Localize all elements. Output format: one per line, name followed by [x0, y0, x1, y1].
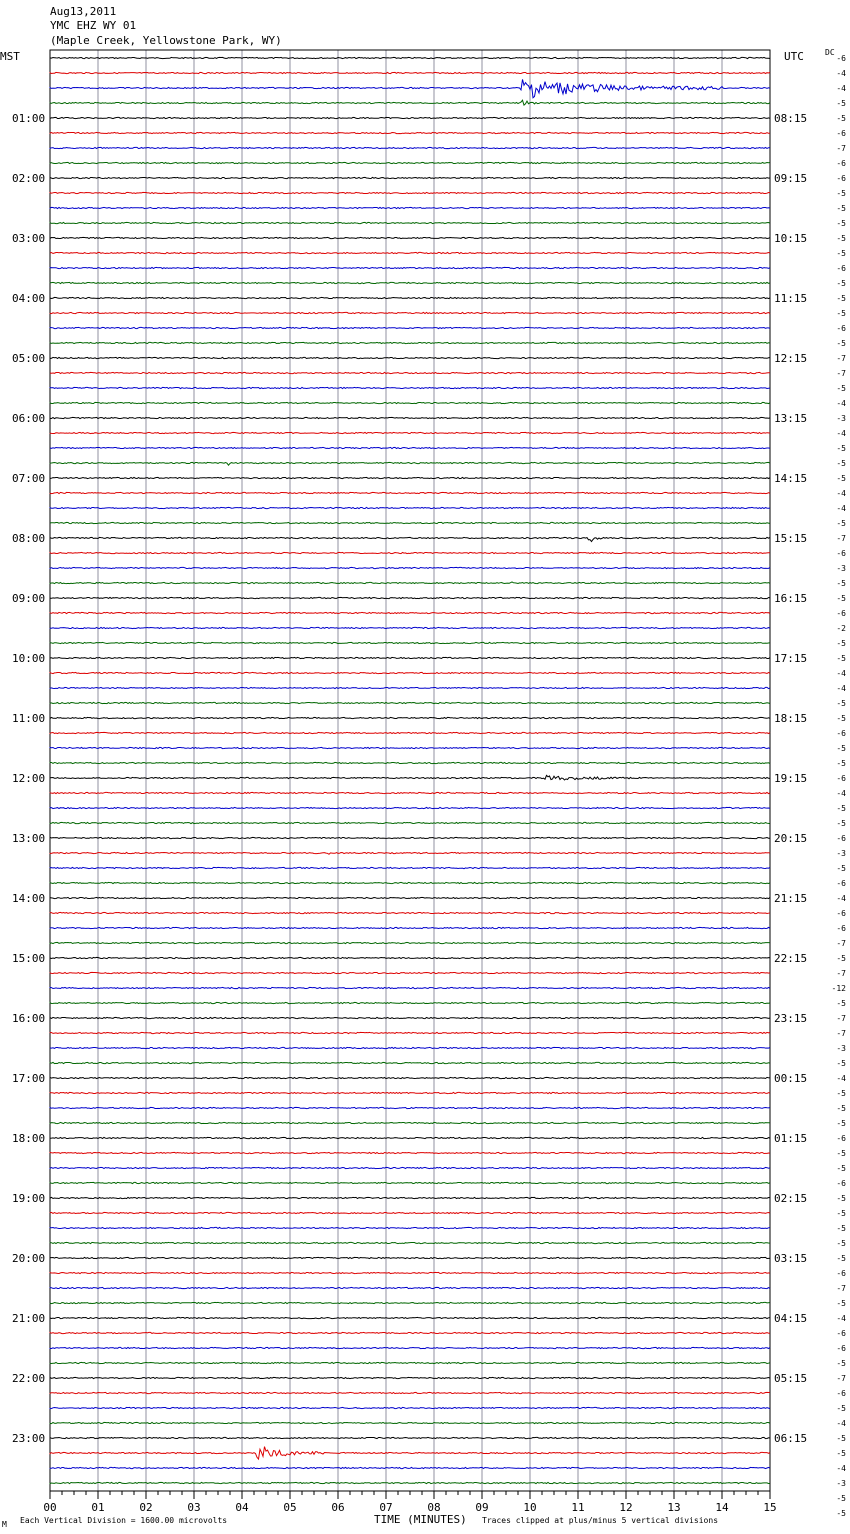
- mst-hour-label: 22:00: [12, 1372, 46, 1385]
- x-tick-label: 13: [667, 1501, 681, 1514]
- mst-hour-label: 03:00: [12, 232, 46, 245]
- trace-line: [50, 1287, 770, 1288]
- trace-line: [50, 1032, 770, 1033]
- dc-offset-label: -4: [836, 489, 846, 498]
- trace-line: [50, 822, 770, 823]
- left-timezone-label: MST: [0, 50, 20, 63]
- utc-hour-label: 19:15: [774, 772, 808, 785]
- dc-offset-label: -5: [836, 294, 846, 303]
- x-tick-label: 04: [235, 1501, 249, 1514]
- x-tick-label: 15: [763, 1501, 777, 1514]
- trace-line: [50, 282, 770, 283]
- dc-offset-label: -5: [836, 1209, 846, 1218]
- trace-line: [50, 222, 770, 223]
- dc-offset-label: -4: [836, 1314, 846, 1323]
- utc-hour-label: 04:15: [774, 1312, 808, 1325]
- trace-line: [50, 1422, 770, 1423]
- utc-hour-label: 17:15: [774, 652, 808, 665]
- dc-offset-label: -3: [836, 1044, 846, 1053]
- trace-line: [50, 162, 770, 163]
- mst-hour-label: 19:00: [12, 1192, 46, 1205]
- trace-line: [50, 1212, 770, 1213]
- dc-offset-label: -5: [836, 639, 846, 648]
- mst-hour-labels: [12, 112, 45, 1445]
- mst-hour-label: 07:00: [12, 472, 46, 485]
- dc-offset-label: -6: [836, 909, 846, 918]
- trace-line: [50, 987, 770, 988]
- trace-line: [50, 762, 770, 763]
- trace-line: [50, 852, 770, 854]
- x-tick-label: 02: [139, 1501, 153, 1514]
- dc-offset-label: -6: [836, 54, 846, 63]
- mst-hour-label: 04:00: [12, 292, 46, 305]
- trace-line: [50, 462, 770, 465]
- trace-line: [50, 387, 770, 388]
- dc-offset-label: -2: [836, 624, 846, 633]
- trace-line: [50, 1347, 770, 1348]
- dc-offset-label: -5: [836, 1104, 846, 1113]
- trace-line: [50, 1257, 770, 1258]
- dc-offset-label: -5: [836, 189, 846, 198]
- trace-line: [50, 792, 770, 793]
- trace-line: [50, 807, 770, 808]
- dc-offset-label: -5: [836, 819, 846, 828]
- trace-line: [50, 342, 770, 343]
- dc-offset-label: -5: [836, 744, 846, 753]
- utc-hour-label: 06:15: [774, 1432, 808, 1445]
- trace-line: [50, 312, 770, 313]
- x-tick-label: 09: [475, 1501, 489, 1514]
- trace-line: [50, 942, 770, 943]
- dc-offset-label: -5: [836, 474, 846, 483]
- trace-line: [50, 657, 770, 658]
- dc-offset-label: -5: [836, 339, 846, 348]
- trace-line: [50, 972, 770, 973]
- dc-offset-label: -7: [836, 1029, 846, 1038]
- dc-offset-label: -5: [836, 114, 846, 123]
- dc-offset-label: -5: [836, 1449, 846, 1458]
- plot-frame: [50, 50, 770, 1491]
- trace-line: [50, 1302, 770, 1303]
- trace-line: [50, 1242, 770, 1243]
- trace-line: [50, 1392, 770, 1393]
- dc-offset-label: -4: [836, 1419, 846, 1428]
- dc-offset-label: -5: [836, 759, 846, 768]
- utc-hour-label: 10:15: [774, 232, 808, 245]
- dc-offset-label: -7: [836, 1014, 846, 1023]
- trace-line: [50, 1332, 770, 1333]
- dc-offset-label: -5: [836, 1164, 846, 1173]
- trace-line: [50, 267, 770, 268]
- x-tick-label: 11: [571, 1501, 585, 1514]
- utc-hour-label: 11:15: [774, 292, 808, 305]
- dc-offset-label: -5: [836, 1359, 846, 1368]
- dc-offset-label: -5: [836, 459, 846, 468]
- dc-offset-label: -6: [836, 609, 846, 618]
- mst-hour-label: 10:00: [12, 652, 46, 665]
- trace-line: [50, 1122, 770, 1123]
- dc-offset-label: -6: [836, 924, 846, 933]
- dc-offset-label: -6: [836, 1389, 846, 1398]
- x-tick-label: 01: [91, 1501, 105, 1514]
- mst-hour-label: 09:00: [12, 592, 46, 605]
- trace-line: [50, 717, 770, 718]
- utc-hour-label: 01:15: [774, 1132, 808, 1145]
- dc-offset-label: -6: [836, 174, 846, 183]
- trace-line: [50, 72, 770, 73]
- dc-offset-label: -6: [836, 159, 846, 168]
- right-timezone-label: UTC: [784, 50, 804, 63]
- mst-hour-label: 21:00: [12, 1312, 46, 1325]
- trace-line: [50, 100, 770, 105]
- trace-line: [50, 132, 770, 133]
- dc-offset-label: -5: [836, 1119, 846, 1128]
- dc-offset-label: -4: [836, 894, 846, 903]
- dc-offset-label: -5: [836, 309, 846, 318]
- mst-hour-label: 18:00: [12, 1132, 46, 1145]
- trace-line: [50, 297, 770, 298]
- corner-mark: M: [2, 1520, 7, 1529]
- dc-offset-label: -7: [836, 969, 846, 978]
- trace-line: [50, 447, 770, 448]
- dc-offset-label: -5: [836, 219, 846, 228]
- trace-line: [50, 1447, 770, 1460]
- dc-offset-label: -5: [836, 1194, 846, 1203]
- trace-line: [50, 672, 770, 673]
- utc-hour-label: 22:15: [774, 952, 808, 965]
- dc-offset-label: -6: [836, 1329, 846, 1338]
- dc-offset-label: -4: [836, 1074, 846, 1083]
- dc-offset-label: -6: [836, 879, 846, 888]
- trace-line: [50, 1362, 770, 1363]
- trace-line: [50, 402, 770, 403]
- dc-offset-labels: [832, 54, 847, 1518]
- mst-hour-label: 23:00: [12, 1432, 46, 1445]
- header-date: Aug13,2011: [50, 5, 117, 18]
- trace-line: [50, 492, 770, 493]
- x-axis: [43, 1491, 776, 1514]
- dc-offset-label: -4: [836, 669, 846, 678]
- dc-offset-label: -7: [836, 354, 846, 363]
- trace-line: [50, 1047, 770, 1048]
- dc-offset-label: -5: [836, 1434, 846, 1443]
- trace-line: [50, 79, 770, 97]
- trace-line: [50, 597, 770, 598]
- dc-offset-label: -5: [836, 1089, 846, 1098]
- scale-note: Each Vertical Division = 1600.00 microvolts: [20, 1516, 228, 1525]
- dc-offset-label: -5: [836, 234, 846, 243]
- dc-offset-label: -3: [836, 414, 846, 423]
- dc-offset-label: -6: [836, 129, 846, 138]
- dc-offset-label: -3: [836, 1479, 846, 1488]
- mst-hour-label: 05:00: [12, 352, 46, 365]
- trace-line: [50, 1017, 770, 1018]
- trace-line: [50, 837, 770, 838]
- clip-note: Traces clipped at plus/minus 5 vertical divisions: [482, 1516, 719, 1525]
- trace-line: [50, 1182, 770, 1183]
- trace-line: [50, 477, 770, 478]
- dc-offset-label: -6: [836, 1134, 846, 1143]
- trace-line: [50, 1317, 770, 1318]
- utc-hour-label: 03:15: [774, 1252, 808, 1265]
- trace-line: [50, 732, 770, 733]
- x-tick-label: 05: [283, 1501, 297, 1514]
- mst-hour-label: 13:00: [12, 832, 46, 845]
- dc-offset-label: -4: [836, 84, 846, 93]
- x-tick-label: 07: [379, 1501, 393, 1514]
- mst-hour-label: 17:00: [12, 1072, 46, 1085]
- trace-line: [50, 1152, 770, 1153]
- utc-hour-label: 13:15: [774, 412, 808, 425]
- dc-offset-label: -5: [836, 99, 846, 108]
- dc-offset-label: -6: [836, 324, 846, 333]
- dc-offset-label: -5: [836, 1224, 846, 1233]
- x-tick-label: 12: [619, 1501, 633, 1514]
- utc-hour-labels: [774, 112, 807, 1445]
- trace-line: [50, 57, 770, 58]
- dc-offset-label: -6: [836, 834, 846, 843]
- trace-line: [50, 207, 770, 208]
- dc-label: DC: [825, 48, 835, 57]
- utc-hour-label: 09:15: [774, 172, 808, 185]
- dc-offset-label: -5: [836, 444, 846, 453]
- trace-line: [50, 897, 770, 898]
- plot-grid: [50, 50, 770, 1491]
- x-tick-label: 06: [331, 1501, 345, 1514]
- trace-line: [50, 1272, 770, 1273]
- dc-offset-label: -5: [836, 579, 846, 588]
- mst-hour-label: 06:00: [12, 412, 46, 425]
- dc-offset-label: -5: [836, 249, 846, 258]
- trace-line: [50, 237, 770, 238]
- dc-offset-label: -5: [836, 384, 846, 393]
- dc-offset-label: -7: [836, 534, 846, 543]
- x-tick-label: 03: [187, 1501, 201, 1514]
- header-location: (Maple Creek, Yellowstone Park, WY): [50, 34, 282, 47]
- x-tick-label: 14: [715, 1501, 729, 1514]
- dc-offset-label: -5: [836, 1059, 846, 1068]
- dc-offset-label: -5: [836, 1149, 846, 1158]
- trace-line: [50, 687, 770, 688]
- dc-offset-label: -4: [836, 399, 846, 408]
- utc-hour-label: 14:15: [774, 472, 808, 485]
- utc-hour-label: 00:15: [774, 1072, 808, 1085]
- dc-offset-label: -4: [836, 429, 846, 438]
- x-tick-label: 10: [523, 1501, 537, 1514]
- trace-line: [50, 642, 770, 643]
- dc-offset-label: -4: [836, 1464, 846, 1473]
- dc-offset-label: -7: [836, 144, 846, 153]
- utc-hour-label: 05:15: [774, 1372, 808, 1385]
- mst-hour-label: 12:00: [12, 772, 46, 785]
- dc-offset-label: -12: [831, 984, 846, 993]
- dc-offset-label: -5: [836, 714, 846, 723]
- trace-line: [50, 775, 770, 780]
- trace-group: [50, 57, 770, 1483]
- utc-hour-label: 16:15: [774, 592, 808, 605]
- mst-hour-label: 02:00: [12, 172, 46, 185]
- trace-line: [50, 252, 770, 253]
- dc-offset-label: -5: [836, 1494, 846, 1503]
- mst-hour-label: 08:00: [12, 532, 46, 545]
- dc-offset-label: -5: [836, 699, 846, 708]
- mst-hour-label: 20:00: [12, 1252, 46, 1265]
- dc-offset-label: -6: [836, 1269, 846, 1278]
- dc-offset-label: -4: [836, 69, 846, 78]
- dc-offset-label: -5: [836, 654, 846, 663]
- trace-line: [50, 1002, 770, 1003]
- trace-line: [50, 882, 770, 883]
- dc-offset-label: -6: [836, 1179, 846, 1188]
- trace-line: [50, 552, 770, 553]
- trace-line: [50, 177, 770, 178]
- utc-hour-label: 23:15: [774, 1012, 808, 1025]
- trace-line: [50, 747, 770, 748]
- x-tick-label: 00: [43, 1501, 57, 1514]
- trace-line: [50, 117, 770, 118]
- trace-line: [50, 507, 770, 508]
- dc-offset-label: -3: [836, 849, 846, 858]
- trace-line: [50, 1227, 770, 1228]
- trace-line: [50, 1437, 770, 1438]
- trace-line: [50, 927, 770, 928]
- utc-hour-label: 20:15: [774, 832, 808, 845]
- dc-offset-label: -5: [836, 279, 846, 288]
- trace-line: [50, 357, 770, 358]
- utc-hour-label: 18:15: [774, 712, 808, 725]
- trace-line: [50, 192, 770, 193]
- trace-line: [50, 1197, 770, 1198]
- trace-line: [50, 1167, 770, 1168]
- dc-offset-label: -5: [836, 1404, 846, 1413]
- dc-offset-label: -5: [836, 1239, 846, 1248]
- dc-offset-label: -3: [836, 564, 846, 573]
- utc-hour-label: 15:15: [774, 532, 808, 545]
- trace-line: [50, 912, 770, 913]
- trace-line: [50, 1482, 770, 1483]
- dc-offset-label: -7: [836, 369, 846, 378]
- trace-line: [50, 417, 770, 418]
- dc-offset-label: -5: [836, 864, 846, 873]
- trace-line: [50, 327, 770, 328]
- dc-offset-label: -5: [836, 999, 846, 1008]
- dc-offset-label: -5: [836, 204, 846, 213]
- utc-hour-label: 08:15: [774, 112, 808, 125]
- dc-offset-label: -7: [836, 1374, 846, 1383]
- dc-offset-label: -6: [836, 264, 846, 273]
- utc-hour-label: 12:15: [774, 352, 808, 365]
- mst-hour-label: 15:00: [12, 952, 46, 965]
- dc-offset-label: -4: [836, 684, 846, 693]
- dc-offset-label: -7: [836, 939, 846, 948]
- dc-offset-label: -5: [836, 594, 846, 603]
- utc-hour-label: 02:15: [774, 1192, 808, 1205]
- dc-offset-label: -5: [836, 1254, 846, 1263]
- trace-line: [50, 1062, 770, 1063]
- x-tick-label: 08: [427, 1501, 441, 1514]
- trace-line: [50, 372, 770, 373]
- trace-line: [50, 432, 770, 433]
- trace-line: [50, 957, 770, 958]
- header-station: YMC EHZ WY 01: [50, 19, 137, 32]
- trace-line: [50, 1377, 770, 1378]
- trace-line: [50, 702, 770, 703]
- dc-offset-label: -4: [836, 504, 846, 513]
- dc-offset-label: -6: [836, 1344, 846, 1353]
- dc-offset-label: -6: [836, 774, 846, 783]
- utc-hour-label: 21:15: [774, 892, 808, 905]
- dc-offset-label: -5: [836, 519, 846, 528]
- trace-line: [50, 627, 770, 628]
- trace-line: [50, 1092, 770, 1093]
- dc-offset-label: -5: [836, 954, 846, 963]
- dc-offset-label: -5: [836, 1509, 846, 1518]
- trace-line: [50, 147, 770, 148]
- trace-line: [50, 537, 770, 541]
- dc-offset-label: -4: [836, 789, 846, 798]
- trace-line: [50, 612, 770, 613]
- trace-line: [50, 1467, 770, 1468]
- trace-line: [50, 1137, 770, 1138]
- trace-line: [50, 582, 770, 584]
- mst-hour-label: 11:00: [12, 712, 46, 725]
- x-axis-title: TIME (MINUTES): [374, 1513, 467, 1526]
- dc-offset-label: -6: [836, 729, 846, 738]
- trace-line: [50, 522, 770, 523]
- mst-hour-label: 14:00: [12, 892, 46, 905]
- dc-offset-label: -7: [836, 1284, 846, 1293]
- mst-hour-label: 01:00: [12, 112, 46, 125]
- mst-hour-label: 16:00: [12, 1012, 46, 1025]
- dc-offset-label: -6: [836, 549, 846, 558]
- trace-line: [50, 1407, 770, 1408]
- dc-offset-label: -5: [836, 1299, 846, 1308]
- trace-line: [50, 1077, 770, 1078]
- trace-line: [50, 567, 770, 568]
- trace-line: [50, 867, 770, 868]
- trace-line: [50, 1107, 770, 1108]
- dc-offset-label: -5: [836, 804, 846, 813]
